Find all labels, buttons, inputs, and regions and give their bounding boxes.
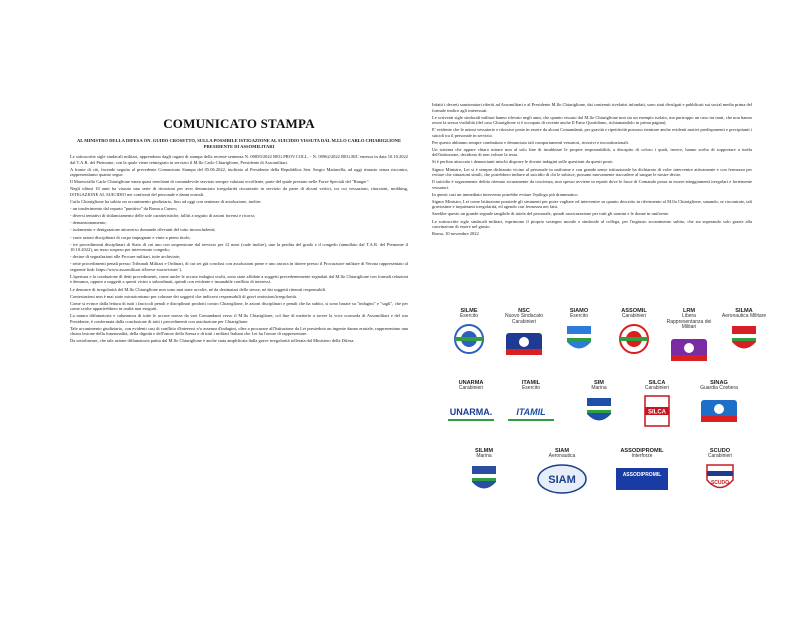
union-name: NSC [518,308,530,314]
body-paragraph: Le scriventi sigle sindacali militari hanno rilevato negli anni, che quanto vissuto dal M.llo Chiariglione non sia un esempio isolato, ma purtroppo un caso tra tanti, che non hanno avuto la stessa visibilità (del caso Chiariglione si è occupato di recente anche Il Fatto Quotidiano, richiamandolo in prima pagina). [432,114,752,126]
assodipromil-logo [614,462,670,496]
union-unarma [442,380,500,428]
union-name: SILMA [735,308,753,314]
union-name: SIM [594,380,604,386]
union-name: UNARMA [458,380,484,386]
unarma-logo [444,394,498,428]
union-branch: Carabinieri [458,385,484,391]
body-paragraph: Si è perfino attaccato i denuncianti mischi disporre le dovute indagini sulle questioni da questi poste. [432,159,614,165]
document-subtitle: AL MINISTRO DELLA DIFESA ON. GUIDO CROSETTO, SULLA POSSIBILE ISTIGAZIONE AL SUICIDIO VISSUTA DAL M.LLO CARLO CHIARIGLIONE PRESIDENTE DI ASSOMILITARI [76,138,402,149]
body-paragraph: Carlo Chiariglione ha subito un accanimento giudiziario, fino ad oggi con sentenze di assoluzione, inoltre: [70,199,262,205]
body-paragraph: In questi casi un immediato intervento potrebbe evitare l'epilogo più drammatico. [432,191,579,197]
lrm-logo [666,333,712,367]
silca-logo [630,394,684,428]
union-logos-grid [432,308,767,518]
union-siamo [554,308,604,356]
body-paragraph: Signor Ministro, Lei come Istituzione possiede gli strumenti per poter vagliare ed intervenire su quanto descritto in riferimento al M.llo Chiariglione, sanando, se riscontrate, tali gravissime e inquietanti irregolarità, ed agendo con fermezza nei fatti. [432,198,752,210]
union-assomil [609,308,659,356]
body-paragraph: Il Maresciallo Carlo Chiariglione vanta quasi trent'anni di comandevole servizio sempre valutato eccellente, parte del quale prestato nelle Forze Speciali del "Ranger". [70,179,370,185]
body-paragraph: - sette procedimenti penali presso Tribunali Militari e Ordinari, di cui sei già conclusi con assoluzioni piene e uno ancora in itinere presso il Procuratore militare di Verona rappresentato al seguente link: https://www.assomilitari.it/breve-storia-triste/ ). [70,261,408,272]
body-paragraph: Come si evince dalla lettura di tutti i fascicoli penali e disciplinari prodotti contro Chiariglione, le azioni disciplinari e penali che ha subito, si sono basate su "indagini" e "sagli", che per come svolte apparirebbero in realtà mai eseguiti. [70,300,408,312]
union-name: SILMM [474,448,494,454]
body-paragraph: E' evidente che le azioni vessatorie e ritorsive poste in essere da alcuni Comandanti, per gravità e ripetitività possono rientrare anche evidenti motivi predisponenti e precipitanti i suicidi tra il personale in servizio. [432,127,752,138]
assomil-logo [611,322,657,356]
union-assodipromil [612,448,672,496]
body-paragraph: Il suicidio è seguramente delitto ritenuto sicuramente da coscienza, non spesso avviene in reparti dove le fasce di Comando possa in essere atteggiamenti irregolari e fortemente vessatori. [432,179,752,190]
union-sim [570,380,628,428]
svg-text:ITAMIL: ITAMIL [516,406,546,417]
union-name: SILME [460,308,478,314]
union-nsc [499,308,549,361]
body-paragraph: Da sottolineare, che tale azione diffamatoria patita dal M.llo Chiariglione è anche stata amplificata dalla grave irregolarità tollerata dal Ministero della Difesa. [70,338,355,344]
union-branch: Marina [476,453,492,459]
svg-text:SCUDO: SCUDO [710,479,730,486]
body-paragraph: - isolamento e denigrazione attraverso domande rilevanti del tutto inconcludenti; [70,227,216,233]
union-branch: Marina [591,385,607,391]
union-branch: Esercito [459,313,479,319]
union-branch: Carabinieri [644,385,670,391]
union-branch: Aeronautica [548,453,576,459]
body-paragraph: A fronte di ciò, facendo seguito al precedente Comunicato Stampa del 05.06.2022, inoltrato al Presidente della Repubblica Sen. Sergio Mattarella, ad oggi rimasto senza riscontro, rappresentiamo quanto segue. [70,166,408,178]
union-branch: Guardia Costiera [700,385,738,391]
union-siam [532,448,592,496]
siamo-logo [556,322,602,356]
body-paragraph: Infatti i decreti sanzionatori riferiti ad Assomilitari e al Presidente M.llo Chiariglione, dai contenuti rivelatisi infondati, sono stati divulgati e pubblicati sui social media prima del formale inoltro agli interessati. [432,102,752,113]
body-paragraph: - decine di segnalazioni alle Procure militari, tutte archiviate; [70,254,181,260]
right-body-text [432,102,752,237]
body-paragraph: Per questo abbiamo sempre combattuto e denunciato tali comportamenti vessatori, ritorsivi e incostituzionali. [432,139,629,145]
union-silca [628,380,686,428]
union-name: SIAMO [569,308,589,314]
union-name: SIAM [555,448,569,454]
union-branch: Libera Rappresentanza dei Militari [666,313,712,331]
body-paragraph: - un trasferimento dal reparto "punitivo" da Roma a Cuneo; [70,206,178,212]
body-paragraph: Roma, 10 novembre 2022 [432,231,479,237]
union-branch: Aeronautica Militare [721,313,767,319]
body-paragraph: Sarebbe questo un grande segnale tangibile di tutela del personale, quindi rassicurazione per tutti gli uomini e le donne in uniforme. [432,211,670,217]
silma-logo [721,322,767,356]
body-paragraph: Signor Ministro, Lei si è sempre dichiarato vicino al personale in uniforme e con grande senso istituzionale ha dichiarato di voler intervenire attivamente e con fermezza per evitare che situazioni simili, che potrebbero indurre al suicidio di chi le subisce, possano nuovamente riaccadere al sangue le nostre divise. [432,166,752,178]
body-paragraph: L'apertura e la conduzione di detti procedimenti, come anche le accuse indagini svolti, sono state affidate a soggetti precedentemente segnalati dal M.llo Chiariglione con formali relazioni e denunce, oppure a soggetti a questi vicini o subordinati, quindi con evidente e insanabile conflitto di interessi. [70,273,408,285]
left-column [70,116,408,346]
svg-text:UNARMA.: UNARMA. [449,406,493,417]
body-paragraph: Contestazioni non è mai state ostruzionismo per colmare dei soggetti che indicavo responsabili di gravi omissioni/irregolarità. [70,293,297,299]
siam-logo [534,462,590,496]
union-silmm [454,448,514,496]
union-name: SILCA [648,380,666,386]
union-name: ITAMIL [521,380,541,386]
body-paragraph: - tre procedimenti disciplinari di Stato di cui uno con sospensione dal servizio per 12 mesi (cade inoltre), uno la perdita del grado e il congedo (annullato dal T.A.R. del Piemonte il 10.10.2022), un terzo sospeso per intervenuto congedo; [70,241,408,253]
svg-text:ASSODIPROMIL: ASSODIPROMIL [622,471,662,478]
body-paragraph: Un sistema che appare chiaro mirare non al solo fine di insabbiare le proprie responsabilità, a discapito di coloro i quali, invece, hanno scelto di sopportare a tutela dell'istituzione, decidono di non voltare la testa. [432,146,752,158]
union-name: SINAG [710,380,728,386]
union-branch: Esercito [521,385,541,391]
union-silma [719,308,769,356]
union-name: LRM [682,308,696,314]
body-paragraph: - diversi tentativi di sbilanciamento delle sole caratteristiche, falliti a seguito di azioni forensi e ricorsi; [70,213,255,219]
body-paragraph: Le denunce di irregolarità del M.llo Chiariglione non sono mai state accolte, né da destinatari delle stesse, né dai soggetti ritenuti responsabili. [70,286,327,292]
body-paragraph: - varie azioni disciplinari di corpo impugnate e vinte a pieno titolo; [70,234,191,240]
union-branch: Carabinieri [621,313,647,319]
body-paragraph: Tale accanimento giudiziario, con evidenti casi di conflitto d'interessi e/o assenza d'indagini, oltre a procurare all'Istituzione da Lei presieduta un ingente danno erariale, rappresentano una chiara lesione della funzionalità, della dignità e dell'onore della Stessa e di tutti i militari Italiani che Lei ha l'onore di rappresentare. [70,325,408,337]
body-paragraph: Le sottoscritte sigle sindacali militari, apprendono dagli organi di stampa della recente sentenza N. 00859/2022 REG.PROV.COLL. - N. 00962/2022 REG.RIC emessa in data 10.10.2022 dal T.A.R. del Piemonte, con la quale viene reintegrato in servizio il M.llo Carlo Chiariglione, Presidente di Assomilitari. [70,154,408,165]
union-itamil [502,380,560,428]
body-paragraph: - demansionamento; [70,220,107,226]
silmm-logo [456,462,512,496]
svg-text:SILCA: SILCA [648,409,666,416]
union-silme [444,308,494,356]
sim-logo [572,394,626,428]
union-sinag [690,380,748,428]
body-paragraph: La natura diffamatoria e calunniosa di tutte le accuse mosse da vari Comandanti verso il M.llo Chiariglione, col fine di metterlo a tacere la voce scomoda di Assomilitari e del suo Presidente, è confermata dalla conclusione di tutti i procedimenti con assoluzione per Chiariglione. [70,313,408,324]
union-branch: Nuovo Sindacato Carabinieri [504,313,544,325]
scudo-logo [692,462,748,496]
union-lrm [664,308,714,367]
union-name: SCUDO [709,448,731,454]
silme-logo [446,322,492,356]
document-title: COMUNICATO STAMPA [163,116,315,131]
union-name: ASSOMIL [621,308,647,314]
itamil-logo [504,394,558,428]
nsc-logo [501,327,547,361]
union-branch: Interforze [631,453,653,459]
union-name: ASSODIPROMIL [620,448,664,454]
union-branch: Esercito [569,313,589,319]
body-paragraph: Negli ultimi 10 anni ha vissuto una serie di ritorsioni per aver denunciato irregolarità riscontrate in servizio da parte di alcuni vertici, tra cui vessazioni, ritorsioni, mobbing, ISTIGAZIONE AL SUICIDIO nei confronti del personale e danni erariali. [70,186,408,197]
svg-text:SIAM: SIAM [548,473,576,486]
sinag-logo [692,394,746,428]
union-branch: Carabinieri [707,453,733,459]
right-column [432,102,752,238]
body-paragraph: Le sottoscritte sigle sindacali militari, esprimono il proprio sostegno morale e sindacale al collega, per l'ingiusto accanimento subito, che sta superando solo grazie alla convinzione di essere nel giusto. [432,218,752,230]
press-release-page [54,98,767,525]
union-scudo [690,448,750,496]
left-body-text [70,154,408,344]
